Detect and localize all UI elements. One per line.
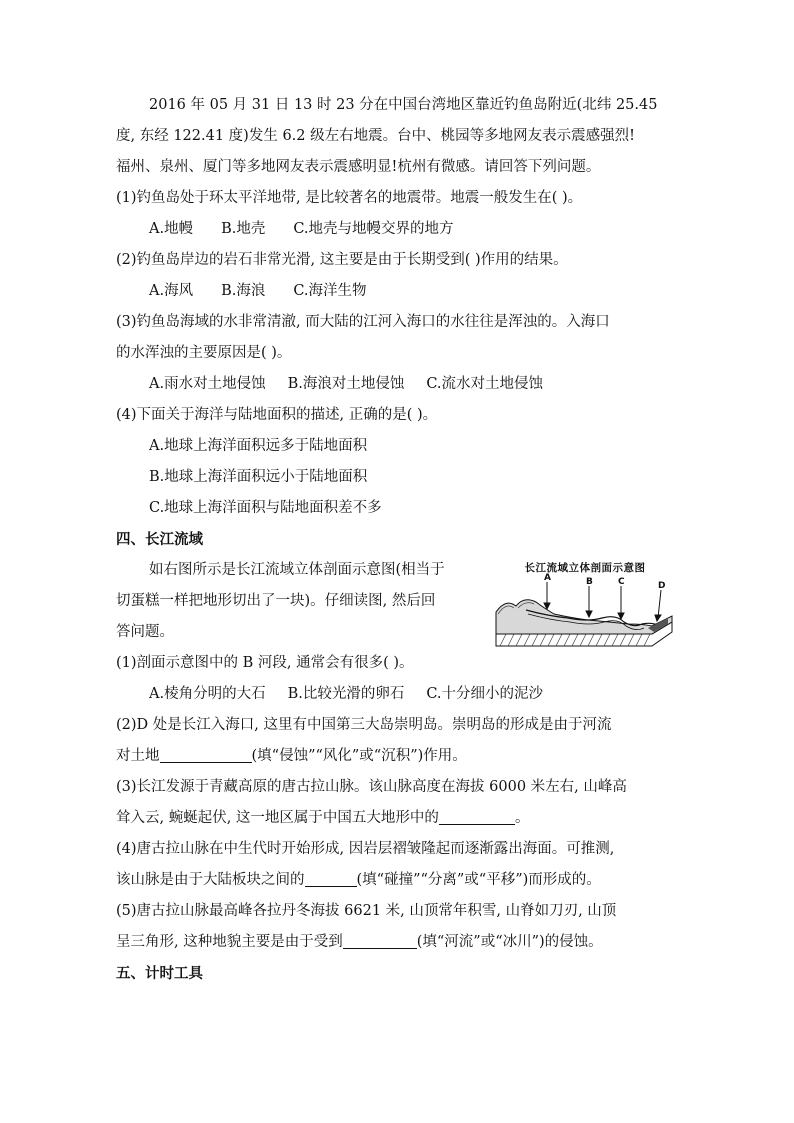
question-1-options	[116, 214, 678, 245]
diagram-svg	[492, 572, 678, 652]
s4q1-option-c: C.十分细小的泥沙	[426, 686, 544, 702]
diagram-label-a: A	[544, 573, 551, 583]
s4q5-suffix: (填“河流”或“冰川”)的侵蚀。	[416, 934, 603, 950]
s4q3-answer-blank[interactable]	[439, 806, 515, 825]
question-2-options	[116, 276, 678, 307]
section-4-q4-line-1: (4)唐古拉山脉在中生代时开始形成, 因岩层褶皱隆起而逐渐露出海面。可推测,	[116, 841, 615, 857]
s4q1-option-a: A.棱角分明的大石	[149, 686, 266, 702]
s4q3-prefix: 耸入云, 蜿蜒起伏, 这一地区属于中国五大地形中的	[116, 810, 439, 826]
intro-line-2: 度, 东经 122.41 度)发生 6.2 级左右地震。台中、桃园等多地网友表示震感强烈!	[116, 128, 635, 144]
question-3-stem-line-1: (3)钓鱼岛海域的水非常清澈, 而大陆的江河入海口的水往往是浑浊的。入海口	[116, 314, 610, 330]
q4-option-c: C.地球上海洋面积与陆地面积差不多	[149, 500, 382, 516]
s4q5-prefix: 呈三角形, 这种地貌主要是由于受到	[116, 934, 343, 950]
section-5-heading: 五、计时工具	[116, 965, 203, 982]
s4q1-option-b: B.比较光滑的卵石	[287, 686, 405, 702]
worksheet-page	[116, 90, 678, 989]
question-1-stem: (1)钓鱼岛处于环太平洋地带, 是比较著名的地震带。地震一般发生在( )。	[116, 190, 583, 206]
section-4-q3-line-2	[116, 803, 678, 834]
section-4-q1-stem: (1)剖面示意图中的 B 河段, 通常会有很多( )。	[116, 655, 414, 671]
q4-option-a: A.地球上海洋面积远多于陆地面积	[149, 438, 368, 454]
question-3-options	[116, 369, 678, 400]
q3-option-a: A.雨水对土地侵蚀	[149, 376, 266, 392]
section-4-heading: 四、长江流域	[116, 531, 203, 548]
section-4-intro-line-3: 答问题。	[116, 624, 174, 640]
intro-line-1: 2016 年 05 月 31 日 13 时 23 分在中国台湾地区靠近钓鱼岛附近(北纬 25.45	[149, 97, 658, 113]
s4q2-answer-blank[interactable]	[160, 744, 252, 763]
q2-option-a: A.海风	[149, 283, 194, 299]
section-4-q2-line-2	[116, 741, 678, 772]
q1-option-b: B.地壳	[221, 221, 266, 237]
section-4-intro-line-1: 如右图所示是长江流域立体剖面示意图(相当于	[149, 562, 445, 578]
section-4-q5-line-1: (5)唐古拉山脉最高峰各拉丹冬海拔 6621 米, 山顶常年积雪, 山脊如刀刃, 山顶	[116, 903, 617, 919]
s4q4-answer-blank[interactable]	[305, 868, 357, 887]
s4q2-suffix: (填“侵蚀”“风化”或“沉积”)作用。	[251, 748, 467, 764]
s4q4-suffix: (填“碰撞”“分离”或“平移”)而形成的。	[356, 872, 601, 888]
section-4-q2-line-1: (2)D 处是长江入海口, 这里有中国第三大岛崇明岛。崇明岛的形成是由于河流	[116, 717, 612, 733]
q4-option-b: B.地球上海洋面积远小于陆地面积	[149, 469, 368, 485]
diagram-label-c: C	[618, 577, 625, 587]
section-4-q3-line-1: (3)长江发源于青藏高原的唐古拉山脉。该山脉高度在海拔 6000 米左右, 山峰高	[116, 779, 627, 795]
diagram-label-b: B	[586, 577, 593, 587]
q2-option-c: C.海洋生物	[293, 283, 367, 299]
s4q4-prefix: 该山脉是由于大陆板块之间的	[116, 872, 305, 888]
section-4-q4-line-2	[116, 865, 678, 896]
diagram-arrow-d	[658, 590, 661, 618]
question-4-stem: (4)下面关于海洋与陆地面积的描述, 正确的是( )。	[116, 407, 438, 423]
question-3-stem-line-2: 的水浑浊的主要原因是( )。	[116, 345, 292, 361]
s4q5-answer-blank[interactable]	[343, 930, 417, 949]
q3-option-b: B.海浪对土地侵蚀	[287, 376, 405, 392]
question-2-stem: (2)钓鱼岛岸边的岩石非常光滑, 这主要是由于长期受到( )作用的结果。	[116, 252, 568, 268]
section-4-q5-line-2	[116, 927, 678, 958]
section-4-q1-options	[116, 679, 678, 710]
diagram-title: 长江流域立体剖面示意图	[524, 562, 646, 574]
q3-option-c: C.流水对土地侵蚀	[426, 376, 544, 392]
yangtze-cross-section-diagram	[492, 560, 678, 652]
diagram-label-d: D	[658, 581, 666, 591]
q1-option-a: A.地幔	[149, 221, 194, 237]
section-4-intro-line-2: 切蛋糕一样把地形切出了一块)。仔细读图, 然后回	[116, 593, 436, 609]
q1-option-c: C.地壳与地幔交界的地方	[293, 221, 454, 237]
q2-option-b: B.海浪	[221, 283, 266, 299]
s4q2-prefix: 对土地	[116, 748, 160, 764]
intro-line-3: 福州、泉州、厦门等多地网友表示震感明显!杭州有微感。请回答下列问题。	[116, 159, 601, 175]
s4q3-suffix: 。	[514, 810, 530, 826]
